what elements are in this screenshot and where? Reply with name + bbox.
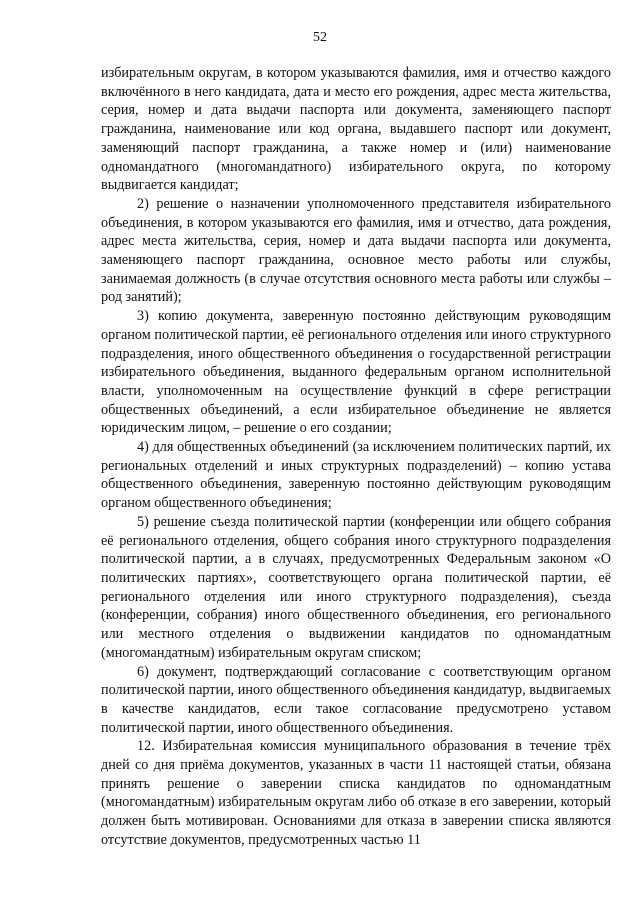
paragraph-item-6: 6) документ, подтверждающий согласование с соответствующим органом политической партии, иного общественного объединения кандидатур, выдвигаемых в качестве кандидатов, если такое согласование предусмотрено уставом политической партии, иного общественного объединения. — [101, 663, 611, 736]
paragraph-item-2: 2) решение о назначении уполномоченного представителя избирательного объединения, в котором указываются его фамилия, имя и отчество, дата рождения, адрес места жительства, серия, номер и дата выдачи паспорта или документа, заменяющего паспорт гражданина, основное место работы или службы, занимаемая должность (в случае отсутствия основного места работы или службы – род занятий); — [101, 195, 611, 306]
paragraph-item-3: 3) копию документа, заверенную постоянно действующим руководящим органом политической партии, её регионального отделения или иного структурного подразделения, иного общественного объединения о государственной регистрации избирательного объединения, выданного федеральным органом исполнительной власти, уполномоченным на осуществление функций в сфере регистрации общественных объединений, а если избирательное объединение не является юридическим лицом, – решение о его создании; — [101, 308, 611, 437]
paragraph-item-5: 5) решение съезда политической партии (конференции или общего собрания её регионального отделения, общего собрания иного структурного подразделения политической партии, а в случаях, предусмотренных Федеральным законом «О политических партиях», соответствующего органа политической партии, её регионального отделения или иного структурного подразделения), съезда (конференции, собрания) иного общественного объединения, его регионального или местного отделения о выдвижении кандидатов по одномандатным (многомандатным) избирательным округам списком; — [101, 513, 611, 661]
document-body — [101, 64, 611, 850]
paragraph-part-12: 12. Избирательная комиссия муниципального образования в течение трёх дней со дня приёма документов, указанных в части 11 настоящей статьи, обязана принять решение о заверении списка кандидатов по одномандатным (многомандатным) избирательным округам либо об отказе в его заверении, который должен быть мотивирован. Основаниями для отказа в заверении списка являются отсутствие документов, предусмотренных частью 11 — [101, 738, 611, 848]
paragraph-item-4: 4) для общественных объединений (за исключением политических партий, их региональных отделений и иных структурных подразделений) – копию устава общественного объединения, заверенную постоянно действующим руководящим органом общественного объединения; — [101, 439, 611, 512]
page-number: 52 — [313, 30, 327, 45]
paragraph-continuation: избирательным округам, в котором указываются фамилия, имя и отчество каждого включённого в него кандидата, дата и место его рождения, адрес места жительства, серия, номер и дата выдачи паспорта или документа, заменяющего паспорт гражданина, наименование или код органа, выдавшего паспорт или документ, заменяющий паспорт гражданина, а также номер и (или) наименование одномандатного (многомандатного) избирательного округа, по которому выдвигается кандидат; — [101, 65, 611, 194]
